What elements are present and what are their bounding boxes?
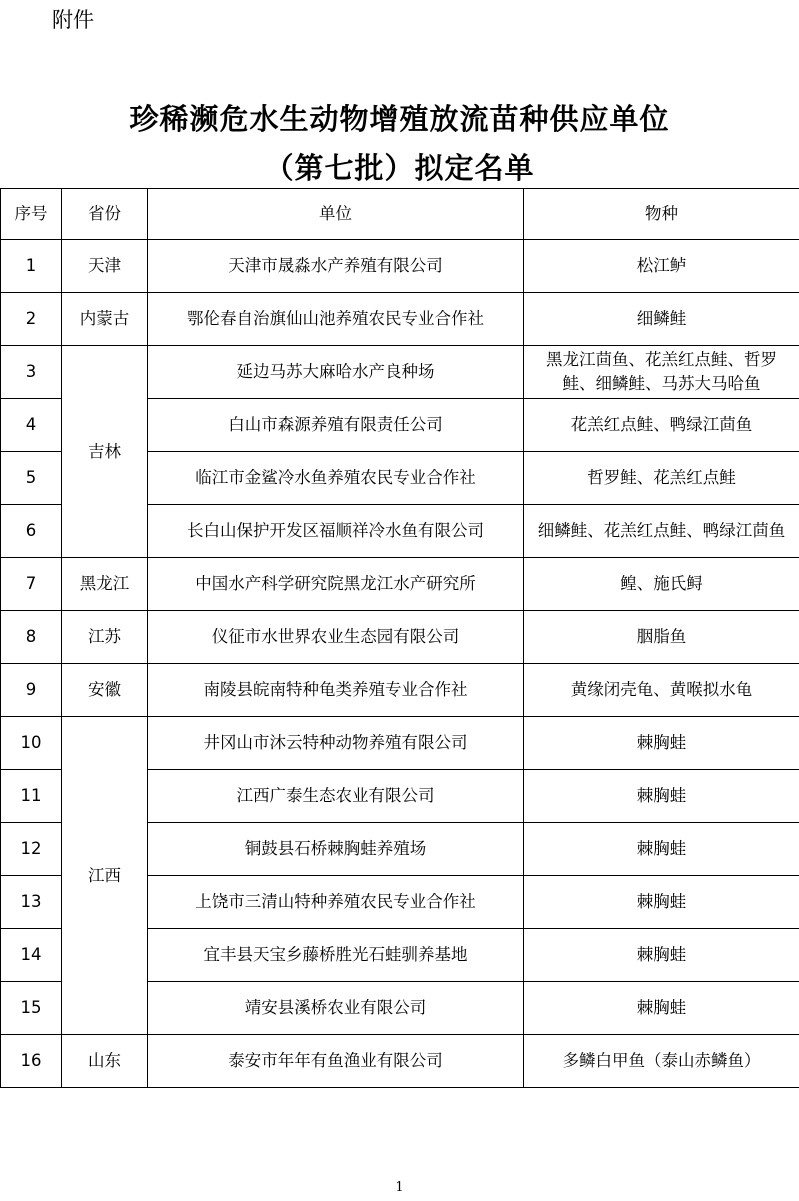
row-province: 内蒙古 — [62, 293, 148, 346]
attachment-label: 附件 — [52, 8, 94, 32]
row-province: 山东 — [62, 1035, 148, 1088]
row-province: 安徽 — [62, 664, 148, 717]
row-province: 黑龙江 — [62, 558, 148, 611]
row-species: 棘胸蛙 — [524, 717, 799, 770]
row-unit: 南陵县皖南特种龟类养殖专业合作社 — [148, 664, 524, 717]
row-species: 棘胸蛙 — [524, 770, 799, 823]
row-species: 棘胸蛙 — [524, 823, 799, 876]
table-row — [1, 664, 799, 717]
row-no: 2 — [1, 293, 62, 346]
table-row — [1, 558, 799, 611]
row-no: 16 — [1, 1035, 62, 1088]
row-species: 棘胸蛙 — [524, 982, 799, 1035]
header-province: 省份 — [62, 189, 148, 240]
row-unit: 临江市金鲨冷水鱼养殖农民专业合作社 — [148, 452, 524, 505]
row-species: 松江鲈 — [524, 240, 799, 293]
row-unit: 铜鼓县石桥棘胸蛙养殖场 — [148, 823, 524, 876]
table-row — [1, 240, 799, 293]
row-no: 13 — [1, 876, 62, 929]
row-no: 7 — [1, 558, 62, 611]
row-no: 5 — [1, 452, 62, 505]
row-no: 8 — [1, 611, 62, 664]
table-row — [1, 611, 799, 664]
table-row — [1, 293, 799, 346]
row-no: 1 — [1, 240, 62, 293]
row-province: 天津 — [62, 240, 148, 293]
row-no: 6 — [1, 505, 62, 558]
supplier-table — [0, 188, 799, 1088]
row-no: 15 — [1, 982, 62, 1035]
row-unit: 长白山保护开发区福顺祥冷水鱼有限公司 — [148, 505, 524, 558]
row-no: 14 — [1, 929, 62, 982]
row-unit: 靖安县溪桥农业有限公司 — [148, 982, 524, 1035]
row-province-merged: 吉林 — [62, 346, 148, 558]
header-species: 物种 — [524, 189, 799, 240]
row-no: 9 — [1, 664, 62, 717]
table-row — [1, 1035, 799, 1088]
row-species: 多鳞白甲鱼（泰山赤鳞鱼） — [524, 1035, 799, 1088]
row-unit: 中国水产科学研究院黑龙江水产研究所 — [148, 558, 524, 611]
row-unit: 上饶市三清山特种养殖农民专业合作社 — [148, 876, 524, 929]
table-row — [1, 346, 799, 399]
document-title-line-1: 珍稀濒危水生动物增殖放流苗种供应单位 — [129, 102, 670, 136]
row-province-merged: 江西 — [62, 717, 148, 1035]
row-unit: 仪征市水世界农业生态园有限公司 — [148, 611, 524, 664]
row-no: 3 — [1, 346, 62, 399]
row-no: 4 — [1, 399, 62, 452]
row-species: 细鳞鲑、花羔红点鲑、鸭绿江茴鱼 — [524, 505, 799, 558]
document-title-line-2: （第七批）拟定名单 — [264, 151, 535, 185]
table-row — [1, 717, 799, 770]
row-no: 11 — [1, 770, 62, 823]
header-no: 序号 — [1, 189, 62, 240]
row-species: 胭脂鱼 — [524, 611, 799, 664]
page-number: 1 — [395, 1180, 404, 1195]
header-unit: 单位 — [148, 189, 524, 240]
row-unit: 天津市晟淼水产养殖有限公司 — [148, 240, 524, 293]
row-species: 哲罗鲑、花羔红点鲑 — [524, 452, 799, 505]
row-species: 花羔红点鲑、鸭绿江茴鱼 — [524, 399, 799, 452]
row-species: 棘胸蛙 — [524, 876, 799, 929]
row-species: 黄缘闭壳龟、黄喉拟水龟 — [524, 664, 799, 717]
row-unit: 泰安市年年有鱼渔业有限公司 — [148, 1035, 524, 1088]
row-species: 细鳞鲑 — [524, 293, 799, 346]
row-species: 棘胸蛙 — [524, 929, 799, 982]
row-unit: 宜丰县天宝乡藤桥胜光石蛙驯养基地 — [148, 929, 524, 982]
row-unit: 江西广泰生态农业有限公司 — [148, 770, 524, 823]
table-header-row — [1, 189, 799, 240]
row-unit: 鄂伦春自治旗仙山池养殖农民专业合作社 — [148, 293, 524, 346]
row-unit: 白山市森源养殖有限责任公司 — [148, 399, 524, 452]
row-species: 鳇、施氏鲟 — [524, 558, 799, 611]
row-unit: 延边马苏大麻哈水产良种场 — [148, 346, 524, 399]
row-no: 10 — [1, 717, 62, 770]
row-species: 黑龙江茴鱼、花羔红点鲑、哲罗鲑、细鳞鲑、马苏大马哈鱼 — [524, 346, 799, 399]
row-province: 江苏 — [62, 611, 148, 664]
row-no: 12 — [1, 823, 62, 876]
row-unit: 井冈山市沐云特种动物养殖有限公司 — [148, 717, 524, 770]
